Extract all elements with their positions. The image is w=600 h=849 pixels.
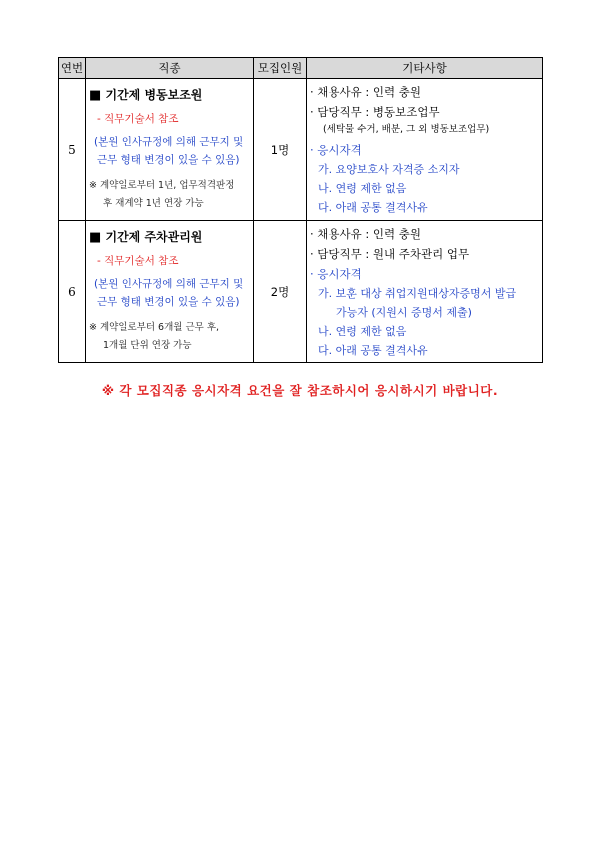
contract-note: [89, 319, 253, 355]
square-bullet-icon: ■: [89, 88, 102, 103]
job-note: [89, 275, 253, 311]
job-note-line: (본원 인사규정에 의해 근무지 및: [94, 278, 244, 290]
contract-note-line: 1개월 단위 연장 가능: [103, 340, 192, 351]
job-note: [89, 133, 253, 169]
square-bullet-icon: ■: [89, 230, 102, 245]
qualification-title: · 응시자격: [310, 143, 362, 157]
row-number: 6: [59, 221, 86, 363]
header-count: 모집인원: [254, 58, 307, 79]
job-cell: [86, 79, 254, 221]
qualification-item: 다. 아래 공통 결격사유: [318, 343, 428, 357]
job-title-text: 기간제 병동보조원: [105, 88, 203, 102]
recruitment-table: [58, 57, 543, 363]
header-etc: 기타사항: [307, 58, 543, 79]
contract-note-line: 후 재계약 1년 연장 가능: [103, 198, 204, 209]
recruit-count: 2명: [254, 221, 307, 363]
job-description-ref: - 직무기술서 참조: [97, 255, 179, 267]
header-job: 직종: [86, 58, 254, 79]
table-row: [59, 79, 543, 221]
contract-note-line: ※ 계약일로부터 1년, 업무적격판정: [89, 180, 235, 191]
job-description-ref: - 직무기술서 참조: [97, 113, 179, 125]
job-note-line: 근무 형태 변경이 있을 수 있음): [97, 296, 240, 308]
duty-detail: (세탁물 수거, 배분, 그 외 병동보조업무): [323, 124, 490, 135]
job-title: [89, 228, 253, 245]
row-number: 5: [59, 79, 86, 221]
contract-note: [89, 177, 253, 213]
etc-cell: [307, 79, 543, 221]
hiring-reason: · 채용사유 : 인력 충원: [310, 226, 422, 241]
qualification-item: 나. 연령 제한 없음: [318, 182, 407, 195]
table-row: [59, 221, 543, 363]
etc-cell: [307, 221, 543, 363]
duty: · 담당직무 : 원내 주차관리 업무: [310, 246, 470, 261]
qualification-item: 가. 요양보호사 자격증 소지자: [318, 163, 460, 176]
footer-note: ※ 각 모집직종 응시자격 요건을 잘 참조하시어 응시하시기 바랍니다.: [101, 383, 499, 398]
job-title: [89, 86, 253, 103]
qualification-item: 다. 아래 공통 결격사유: [318, 201, 428, 214]
duty: · 담당직무 : 병동보조업무: [310, 105, 440, 119]
table-header-row: [59, 58, 543, 79]
header-no: 연번: [59, 58, 86, 79]
hiring-reason: · 채용사유 : 인력 충원: [310, 85, 422, 99]
qualification-title: · 응시자격: [310, 266, 362, 281]
job-title-text: 기간제 주차관리원: [105, 230, 203, 244]
job-cell: [86, 221, 254, 363]
qualification-item: 가. 보훈 대상 취업지원대상자증명서 발급: [318, 286, 517, 300]
qualification-item: 나. 연령 제한 없음: [318, 324, 407, 338]
job-note-line: 근무 형태 변경이 있을 수 있음): [97, 154, 240, 166]
recruit-count: 1명: [254, 79, 307, 221]
job-note-line: (본원 인사규정에 의해 근무지 및: [94, 136, 244, 148]
qualification-item: 가능자 (지원시 증명서 제출): [336, 305, 472, 319]
contract-note-line: ※ 계약일로부터 6개월 근무 후,: [89, 322, 220, 333]
